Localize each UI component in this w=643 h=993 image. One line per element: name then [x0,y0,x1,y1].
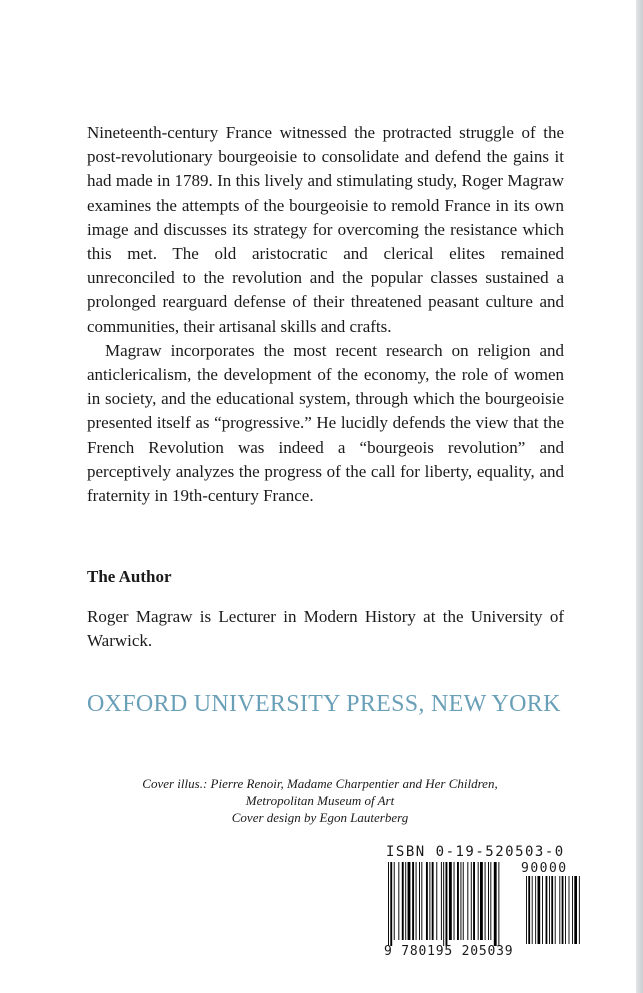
ean-digits: 9 780195 205039 [384,944,514,959]
author-heading: The Author [87,567,172,586]
book-description [87,121,564,508]
barcode-addon-bar [546,876,548,944]
barcode-bar [467,862,468,940]
barcode-bar [436,862,437,940]
barcode-addon-bar [551,876,553,944]
barcode-bar [432,862,434,940]
barcode-addon-bar [572,876,573,944]
barcode-bar [490,862,491,940]
author-bio: Roger Magraw is Lecturer in Modern History at the University of Warwick. [87,607,564,650]
cover-credits [100,775,540,826]
barcode-bar [398,862,399,940]
barcode-bar [412,862,414,940]
barcode-bars-icon [384,862,584,946]
description-paragraph-1: Nineteenth-century France witnessed the protracted struggle of the post-revolutionary bourgeoisie to consolidate and defend the gains it had made in 1789. In this lively and stimulating study, Roger Magraw examines the attempts of the bourgeoisie to remold France in its own image and discusses its strategy for overcoming the resistance which this met. The old aristocratic and clerical elites remained unreconciled to the revolution and the popular classes sustained a prolonged rearguard defense of their threatened peasant culture and communities, their artisanal skills and crafts. [87,123,564,336]
barcode-bar [426,862,428,940]
cover-illustration-source: Metropolitan Museum of Art [245,793,395,808]
barcode-bar [402,862,404,940]
barcode-addon-bar [535,876,536,944]
barcode-bar [394,862,395,940]
price-addon-digits: 90000 [521,861,568,876]
barcode-bar [463,862,464,940]
barcode-bar [478,862,479,940]
barcode-bar [405,862,406,940]
barcode-bar [421,862,422,940]
barcode-bar [460,862,461,940]
barcode-bar [473,862,475,940]
barcode-bar [498,862,499,946]
barcode-bar [446,862,448,946]
cover-illustration-credit: Cover illus.: Pierre Renoir, Madame Charpentier and Her Children, [142,776,498,791]
barcode-bar [494,862,497,946]
barcode-addon-bar [555,876,556,944]
barcode-addon-bar [565,876,566,944]
barcode-block [384,844,584,964]
barcode-addon-bar [559,876,560,944]
barcode-bar [388,862,389,946]
barcode-addon-bar [532,876,533,944]
barcode-addon-bar [549,876,550,944]
barcode-addon-bar [569,876,570,944]
barcode-bar [416,862,417,940]
barcode-bar [429,862,430,940]
publisher-name: OXFORD UNIVERSITY PRESS, NEW YORK [87,691,561,717]
barcode-bar [390,862,392,946]
barcode-addon-bar [528,876,530,944]
barcode-addon-bar [526,876,527,944]
barcode-bar [480,862,483,940]
barcode-bar [441,862,442,940]
cover-design-credit: Cover design by Egon Lauterberg [231,810,409,825]
barcode-addon-bar [574,876,577,944]
isbn-number: ISBN 0-19-520503-0 [386,844,565,860]
barcode-addon-bar [542,876,543,944]
barcode-bar [485,862,486,940]
barcode-addon-bar [538,876,541,944]
spine-edge [636,0,643,993]
barcode-bar [419,862,420,940]
description-paragraph-2: Magraw incorporates the most recent research on religion and anticlericalism, the development of the economy, the role of women in society, and the educational system, through which the bourgeoisie presented itself as “progressive.” He lucidly defends the view that the French Revolution was indeed a “bourgeois revolution” and perceptively analyzes the progress of the call for liberty, equality, and fraternity in 19th-century France. [87,340,564,506]
barcode-bar [457,862,459,940]
barcode-bar [449,862,452,940]
barcode-addon-bar [579,876,580,944]
barcode-bar [443,862,444,946]
barcode-addon-bar [562,876,564,944]
barcode-bar [408,862,411,940]
barcode-bar [471,862,472,940]
barcode-bar [488,862,489,940]
barcode-bar [454,862,455,940]
